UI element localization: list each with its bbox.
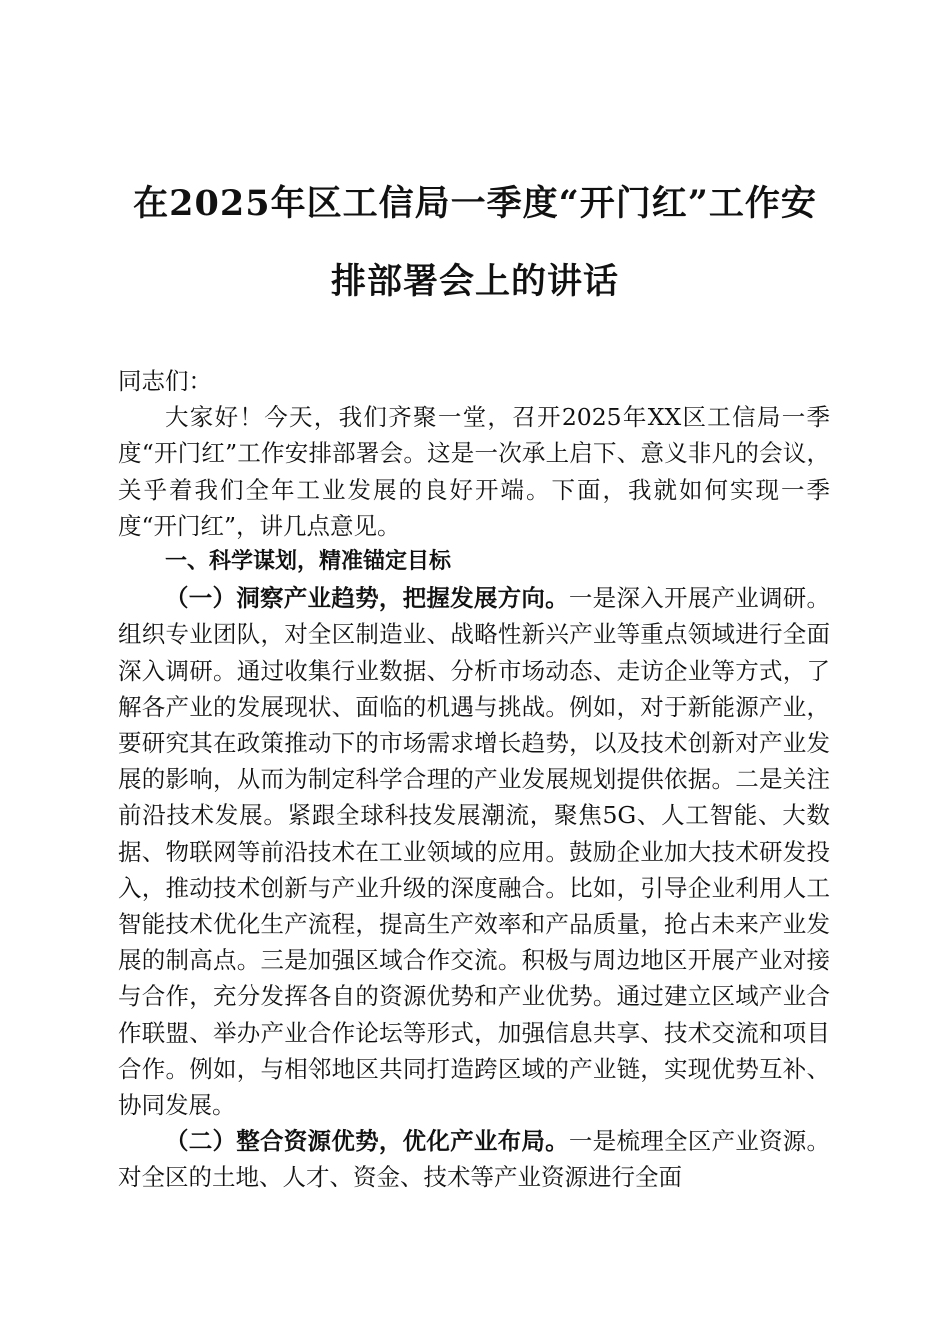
salutation: 同志们： xyxy=(118,367,212,395)
subsection-paragraph-2 xyxy=(118,1123,830,1195)
title-line-2: 排部署会上的讲话 xyxy=(330,261,619,302)
intro-paragraph: 大家好！今天，我们齐聚一堂，召开2025年XX区工信局一季度“开门红”工作安排部署会。这是一次承上启下、意义非凡的会议，关乎着我们全年工业发展的良好开端。下面，我就如何实现一季度“开门红”，讲几点意见。 xyxy=(118,403,830,540)
subsection-lead-1: （一）洞察产业趋势，把握发展方向。 xyxy=(165,584,569,613)
subsection-body-1: 一是深入开展产业调研。组织专业团队，对全区制造业、战略性新兴产业等重点领域进行全面深入调研。通过收集行业数据、分析市场动态、走访企业等方式，了解各产业的发展现状、面临的机遇与挑战。例如，对于新能源产业，要研究其在政策推动下的市场需求增长趋势，以及技术创新对产业发展的影响，从而为制定科学合理的产业发展规划提供依据。二是关注前沿技术发展。紧跟全球科技发展潮流，聚焦5G、人工智能、大数据、物联网等前沿技术在工业领域的应用。鼓励企业加大技术研发投入，推动技术创新与产业升级的深度融合。比如，引导企业利用人工智能技术优化生产流程，提高生产效率和产品质量，抢占未来产业发展的制高点。三是加强区域合作交流。积极与周边地区开展产业对接与合作，充分发挥各自的资源优势和产业优势。通过建立区域产业合作联盟、举办产业合作论坛等形式，加强信息共享、技术交流和项目合作。例如，与相邻地区共同打造跨区域的产业链，实现优势互补、协同发展。 xyxy=(118,584,831,1120)
subsection-lead-2: （二）整合资源优势，优化产业布局。 xyxy=(165,1127,569,1156)
subsection-body-2: 一是梳理全区产业资源。对全区的土地、人才、资金、技术等产业资源进行全面 xyxy=(118,1127,831,1192)
title-line-1: 在2025年区工信局一季度“开门红”工作安 xyxy=(133,183,817,224)
section-heading-1: 一、科学谋划，精准锚定目标 xyxy=(165,549,452,575)
subsection-paragraph-1 xyxy=(118,580,830,1123)
document-body xyxy=(118,363,830,1196)
document-title xyxy=(100,165,850,321)
